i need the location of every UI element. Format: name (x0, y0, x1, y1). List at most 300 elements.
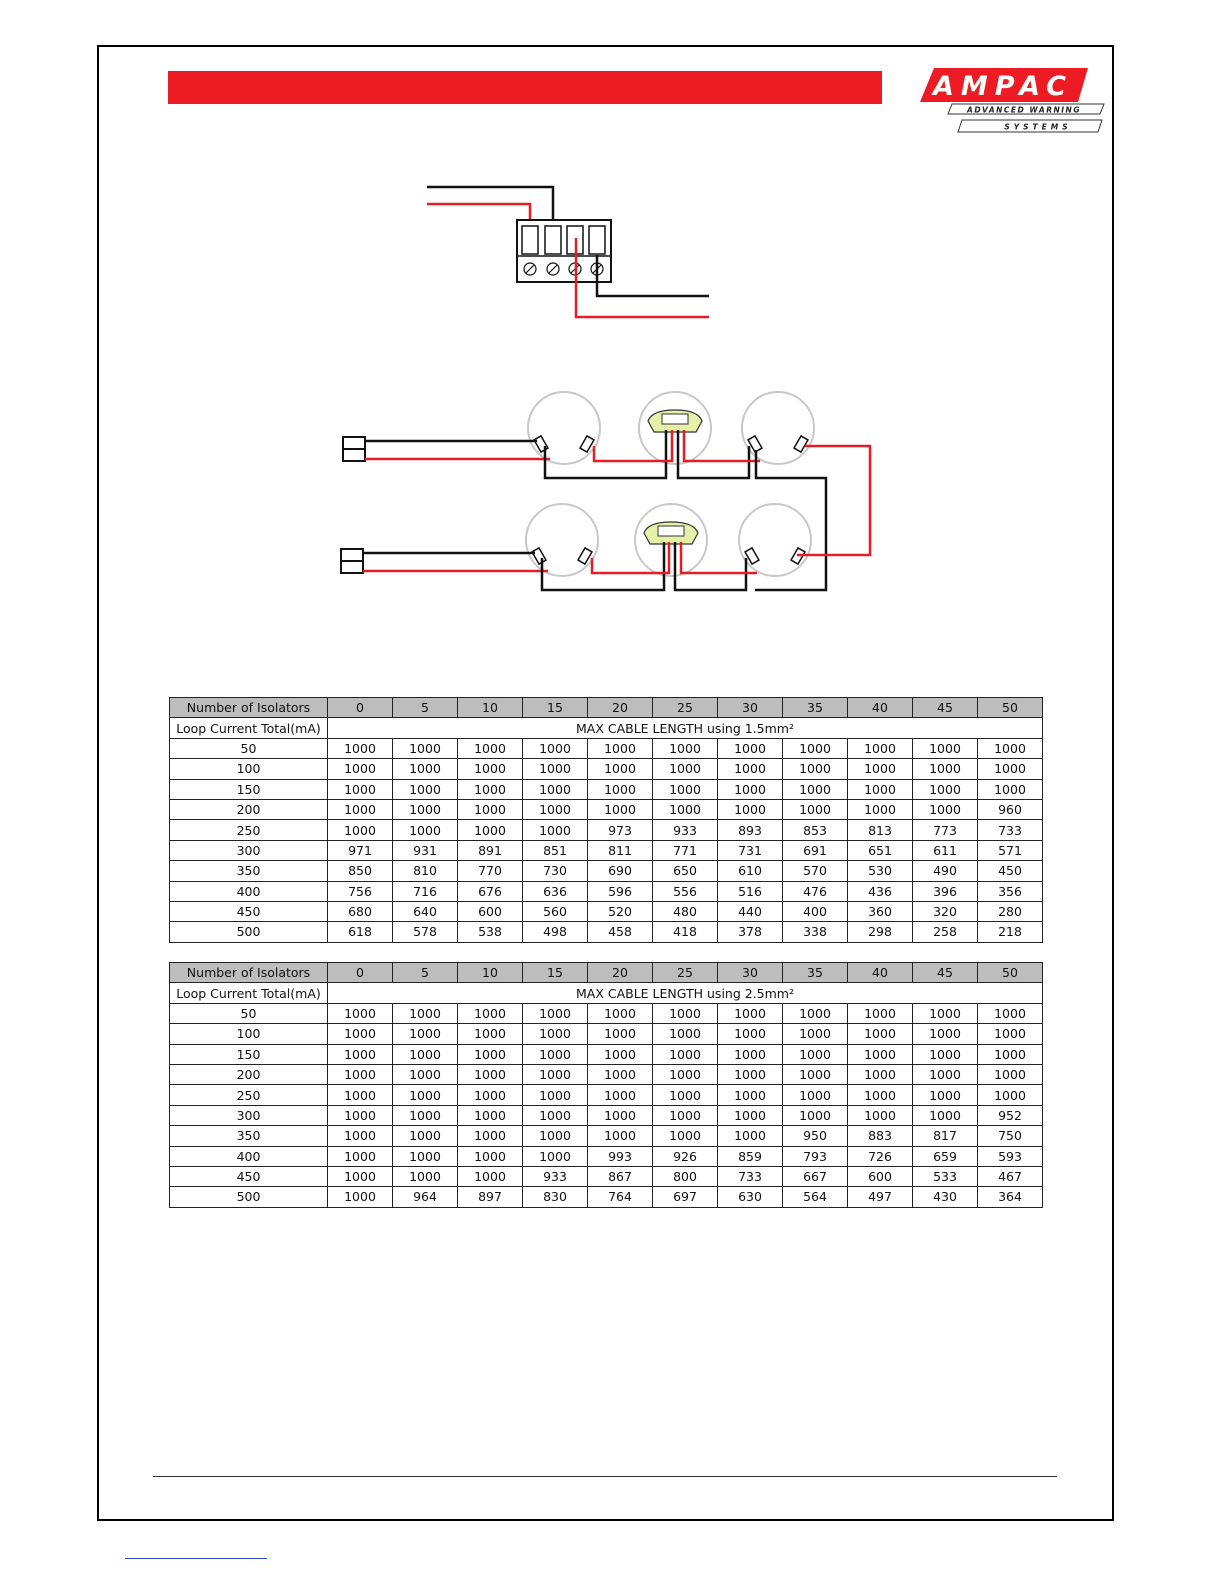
cable-length-cell: 1000 (978, 779, 1043, 799)
cable-length-cell: 610 (718, 861, 783, 881)
cable-length-cell: 1000 (523, 738, 588, 758)
cable-length-cell: 600 (848, 1166, 913, 1186)
cable-length-cell: 1000 (588, 1105, 653, 1125)
cable-length-cell: 1000 (913, 1024, 978, 1044)
table-header-row (170, 698, 1043, 718)
cable-length-cell: 480 (653, 901, 718, 921)
cable-length-cell: 1000 (848, 759, 913, 779)
cable-length-cell: 1000 (848, 799, 913, 819)
cable-length-cell: 596 (588, 881, 653, 901)
cable-length-cell: 1000 (913, 738, 978, 758)
cable-length-cell: 378 (718, 922, 783, 942)
cable-length-cell: 651 (848, 840, 913, 860)
cable-length-cell: 520 (588, 901, 653, 921)
cable-length-cell: 1000 (718, 799, 783, 819)
cable-length-cell: 867 (588, 1166, 653, 1186)
table-row (170, 1105, 1043, 1125)
cable-length-cell: 1000 (848, 1044, 913, 1064)
table-row (170, 738, 1043, 758)
isolator-count-header: 30 (718, 698, 783, 718)
cable-length-cell: 497 (848, 1187, 913, 1207)
cable-length-cell: 1000 (328, 1024, 393, 1044)
cable-length-cell: 1000 (588, 1024, 653, 1044)
cable-length-cell: 1000 (458, 1024, 523, 1044)
cable-length-cell: 764 (588, 1187, 653, 1207)
isolator-count-header: 0 (328, 698, 393, 718)
cable-length-cell: 1000 (523, 759, 588, 779)
cable-length-cell: 1000 (783, 1044, 848, 1064)
loop-current-value: 300 (170, 1105, 328, 1125)
cable-length-cell: 817 (913, 1126, 978, 1146)
cable-length-cell: 1000 (783, 799, 848, 819)
cable-length-cell: 570 (783, 861, 848, 881)
table-row (170, 1085, 1043, 1105)
table-row (170, 861, 1043, 881)
table-row (170, 922, 1043, 942)
cable-length-cell: 952 (978, 1105, 1043, 1125)
cable-length-cell: 1000 (393, 1105, 458, 1125)
loop-current-value: 500 (170, 1187, 328, 1207)
isolator-count-header: 20 (588, 963, 653, 983)
isolator-count-header: 30 (718, 963, 783, 983)
cable-length-cell: 1000 (848, 1105, 913, 1125)
cable-length-cell: 1000 (588, 759, 653, 779)
cable-length-cell: 1000 (393, 759, 458, 779)
cable-length-cell: 1000 (718, 1126, 783, 1146)
table-row (170, 799, 1043, 819)
cable-length-cell: 1000 (523, 1126, 588, 1146)
cable-length-cell: 730 (523, 861, 588, 881)
cable-length-cell: 396 (913, 881, 978, 901)
cable-length-cell: 430 (913, 1187, 978, 1207)
cable-length-cell: 1000 (523, 820, 588, 840)
table-header-row (170, 963, 1043, 983)
table-row (170, 759, 1043, 779)
cable-length-cell: 1000 (458, 1003, 523, 1023)
cable-length-cell: 690 (588, 861, 653, 881)
cable-length-cell: 1000 (393, 1064, 458, 1084)
cable-length-cell: 1000 (718, 759, 783, 779)
logo-tagline-2: SYSTEMS (1004, 122, 1072, 132)
cable-length-cell: 1000 (913, 1064, 978, 1084)
cable-length-cell: 1000 (588, 1044, 653, 1064)
table-row (170, 1126, 1043, 1146)
cable-length-table-1-5mm (169, 697, 1043, 943)
cable-length-cell: 1000 (913, 759, 978, 779)
isolator-count-header: 5 (393, 963, 458, 983)
cable-length-cell: 458 (588, 922, 653, 942)
table-row (170, 779, 1043, 799)
cable-length-cell: 1000 (328, 1126, 393, 1146)
isolator-count-header: 10 (458, 698, 523, 718)
cable-length-cell: 1000 (458, 779, 523, 799)
cable-length-cell: 1000 (588, 1003, 653, 1023)
loop-current-value: 400 (170, 881, 328, 901)
cable-length-cell: 926 (653, 1146, 718, 1166)
cable-length-cell: 1000 (393, 1024, 458, 1044)
loop-current-value: 250 (170, 820, 328, 840)
cable-length-cell: 1000 (458, 1085, 523, 1105)
loop-current-label: Loop Current Total(mA) (170, 718, 328, 738)
cable-length-cell: 450 (978, 861, 1043, 881)
cable-length-cell: 1000 (523, 1146, 588, 1166)
table-caption: MAX CABLE LENGTH using 1.5mm² (328, 718, 1043, 738)
cable-length-cell: 733 (718, 1166, 783, 1186)
cable-length-cell: 750 (978, 1126, 1043, 1146)
cable-length-cell: 893 (718, 820, 783, 840)
cable-length-cell: 356 (978, 881, 1043, 901)
cable-length-cell: 1000 (783, 759, 848, 779)
cable-length-cell: 1000 (783, 738, 848, 758)
cable-length-cell: 1000 (523, 1085, 588, 1105)
cable-length-cell: 1000 (328, 738, 393, 758)
cable-length-cell: 516 (718, 881, 783, 901)
cable-length-cell: 1000 (458, 738, 523, 758)
isolator-count-header: 45 (913, 963, 978, 983)
cable-length-cell: 1000 (523, 1003, 588, 1023)
cable-length-cell: 731 (718, 840, 783, 860)
loop-current-value: 50 (170, 1003, 328, 1023)
table-row (170, 1166, 1043, 1186)
cable-length-cell: 1000 (653, 738, 718, 758)
cable-length-cell: 1000 (328, 1187, 393, 1207)
loop-current-value: 400 (170, 1146, 328, 1166)
cable-length-cell: 1000 (653, 1064, 718, 1084)
cable-length-cell: 1000 (653, 799, 718, 819)
cable-length-cell: 1000 (913, 1105, 978, 1125)
cable-length-cell: 680 (328, 901, 393, 921)
cable-length-cell: 1000 (718, 1024, 783, 1044)
isolator-count-header: 45 (913, 698, 978, 718)
cable-length-cell: 1000 (913, 1085, 978, 1105)
cable-length-cell: 630 (718, 1187, 783, 1207)
cable-length-cell: 364 (978, 1187, 1043, 1207)
cable-length-cell: 338 (783, 922, 848, 942)
cable-length-cell: 1000 (978, 738, 1043, 758)
cable-length-cell: 773 (913, 820, 978, 840)
cable-length-cell: 400 (783, 901, 848, 921)
cable-length-cell: 467 (978, 1166, 1043, 1186)
cable-length-cell: 1000 (458, 1105, 523, 1125)
loop-current-value: 100 (170, 759, 328, 779)
table-row (170, 1024, 1043, 1044)
cable-length-cell: 571 (978, 840, 1043, 860)
cable-length-cell: 733 (978, 820, 1043, 840)
loop-current-value: 450 (170, 1166, 328, 1186)
isolator-count-header: 20 (588, 698, 653, 718)
cable-length-cell: 960 (978, 799, 1043, 819)
isolator-count-header: 25 (653, 698, 718, 718)
cable-length-cell: 1000 (783, 1024, 848, 1044)
table-caption-row (170, 983, 1043, 1003)
cable-length-cell: 1000 (718, 1003, 783, 1023)
cable-length-cell: 298 (848, 922, 913, 942)
table-row (170, 1064, 1043, 1084)
cable-length-cell: 1000 (718, 779, 783, 799)
cable-length-cell: 1000 (458, 1064, 523, 1084)
cable-length-cell: 716 (393, 881, 458, 901)
cable-length-cell: 1000 (783, 1064, 848, 1084)
cable-length-cell: 659 (913, 1146, 978, 1166)
cable-length-cell: 771 (653, 840, 718, 860)
logo-tagline-1: ADVANCED WARNING (967, 105, 1081, 115)
cable-length-cell: 1000 (328, 1146, 393, 1166)
loop-current-value: 200 (170, 799, 328, 819)
cable-length-cell: 1000 (978, 1085, 1043, 1105)
cable-length-cell: 1000 (393, 1126, 458, 1146)
cable-length-cell: 1000 (718, 1044, 783, 1064)
cable-length-cell: 1000 (718, 1105, 783, 1125)
loop-current-value: 150 (170, 779, 328, 799)
cable-length-cell: 793 (783, 1146, 848, 1166)
table-row (170, 901, 1043, 921)
isolator-count-header: 35 (783, 963, 848, 983)
cable-length-cell: 320 (913, 901, 978, 921)
table-row (170, 1044, 1043, 1064)
isolator-count-header: 50 (978, 698, 1043, 718)
isolator-count-header: 35 (783, 698, 848, 718)
cable-length-cell: 1000 (393, 820, 458, 840)
cable-length-cell: 1000 (848, 1064, 913, 1084)
cable-length-cell: 440 (718, 901, 783, 921)
cable-length-cell: 530 (848, 861, 913, 881)
cable-length-cell: 1000 (653, 1126, 718, 1146)
cable-length-cell: 859 (718, 1146, 783, 1166)
cable-length-cell: 578 (393, 922, 458, 942)
isolator-count-header: 25 (653, 963, 718, 983)
cable-length-cell: 560 (523, 901, 588, 921)
cable-length-cell: 1000 (718, 738, 783, 758)
cable-length-cell: 611 (913, 840, 978, 860)
loop-current-value: 200 (170, 1064, 328, 1084)
isolator-count-header: 40 (848, 698, 913, 718)
cable-length-cell: 533 (913, 1166, 978, 1186)
cable-length-cell: 538 (458, 922, 523, 942)
cable-length-cell: 691 (783, 840, 848, 860)
cable-length-cell: 1000 (588, 738, 653, 758)
cable-length-cell: 1000 (653, 1024, 718, 1044)
loop-current-value: 150 (170, 1044, 328, 1064)
cable-length-cell: 1000 (523, 799, 588, 819)
cable-length-cell: 436 (848, 881, 913, 901)
cable-length-cell: 1000 (393, 1003, 458, 1023)
loop-current-value: 350 (170, 1126, 328, 1146)
footer-link-underline (125, 1558, 267, 1559)
loop-current-value: 250 (170, 1085, 328, 1105)
cable-length-cell: 950 (783, 1126, 848, 1146)
cable-length-cell: 564 (783, 1187, 848, 1207)
cable-length-cell: 1000 (848, 738, 913, 758)
cable-length-cell: 897 (458, 1187, 523, 1207)
cable-length-cell: 1000 (328, 820, 393, 840)
cable-length-cell: 1000 (458, 1166, 523, 1186)
cable-length-cell: 1000 (328, 799, 393, 819)
cable-length-cell: 1000 (393, 1085, 458, 1105)
cable-length-cell: 697 (653, 1187, 718, 1207)
footer-rule (153, 1476, 1057, 1477)
cable-length-cell: 1000 (328, 779, 393, 799)
loop-current-value: 100 (170, 1024, 328, 1044)
cable-length-cell: 1000 (458, 1146, 523, 1166)
isolator-count-header: 50 (978, 963, 1043, 983)
cable-length-cell: 800 (653, 1166, 718, 1186)
cable-length-cell: 971 (328, 840, 393, 860)
table-row (170, 881, 1043, 901)
isolator-count-header: 0 (328, 963, 393, 983)
cable-length-cell: 993 (588, 1146, 653, 1166)
cable-length-cell: 1000 (328, 1044, 393, 1064)
cable-length-cell: 1000 (328, 759, 393, 779)
cable-length-cell: 1000 (718, 1085, 783, 1105)
cable-length-cell: 1000 (978, 1024, 1043, 1044)
cable-length-cell: 1000 (653, 1003, 718, 1023)
cable-length-cell: 556 (653, 881, 718, 901)
cable-length-cell: 1000 (913, 779, 978, 799)
cable-length-cell: 1000 (653, 759, 718, 779)
cable-length-cell: 1000 (523, 1105, 588, 1125)
cable-length-cell: 964 (393, 1187, 458, 1207)
cable-length-cell: 1000 (653, 1044, 718, 1064)
cable-length-cell: 640 (393, 901, 458, 921)
cable-length-cell: 1000 (588, 1085, 653, 1105)
cable-length-cell: 850 (328, 861, 393, 881)
table-caption: MAX CABLE LENGTH using 2.5mm² (328, 983, 1043, 1003)
isolator-count-header: 5 (393, 698, 458, 718)
isolator-count-header: 15 (523, 698, 588, 718)
cable-length-cell: 593 (978, 1146, 1043, 1166)
cable-length-cell: 476 (783, 881, 848, 901)
cable-length-cell: 933 (523, 1166, 588, 1186)
cable-length-cell: 1000 (458, 1126, 523, 1146)
cable-length-cell: 676 (458, 881, 523, 901)
isolator-count-header: 15 (523, 963, 588, 983)
cable-length-cell: 1000 (328, 1166, 393, 1186)
cable-length-cell: 1000 (588, 1064, 653, 1084)
cable-length-cell: 1000 (328, 1003, 393, 1023)
cable-length-cell: 1000 (328, 1085, 393, 1105)
cable-length-cell: 1000 (458, 820, 523, 840)
cable-length-table-2-5mm (169, 962, 1043, 1208)
cable-length-cell: 360 (848, 901, 913, 921)
cable-length-cell: 1000 (978, 1064, 1043, 1084)
table-row (170, 1187, 1043, 1207)
cable-length-cell: 600 (458, 901, 523, 921)
loop-current-value: 300 (170, 840, 328, 860)
loop-current-value: 350 (170, 861, 328, 881)
cable-length-cell: 811 (588, 840, 653, 860)
cable-length-cell: 810 (393, 861, 458, 881)
loop-current-value: 500 (170, 922, 328, 942)
cable-length-cell: 756 (328, 881, 393, 901)
cable-length-cell: 1000 (393, 1044, 458, 1064)
cable-length-cell: 853 (783, 820, 848, 840)
cable-length-cell: 1000 (588, 1126, 653, 1146)
cable-length-cell: 1000 (523, 1064, 588, 1084)
isolator-count-header: 10 (458, 963, 523, 983)
table-row (170, 1146, 1043, 1166)
cable-length-cell: 1000 (783, 779, 848, 799)
cable-length-cell: 1000 (783, 1003, 848, 1023)
cable-length-cell: 1000 (718, 1064, 783, 1084)
cable-length-cell: 1000 (523, 779, 588, 799)
cable-length-cell: 851 (523, 840, 588, 860)
cable-length-cell: 1000 (848, 1024, 913, 1044)
cable-length-cell: 1000 (783, 1085, 848, 1105)
cable-length-cell: 1000 (848, 779, 913, 799)
cable-length-cell: 258 (913, 922, 978, 942)
loop-current-value: 50 (170, 738, 328, 758)
cable-length-cell: 1000 (393, 799, 458, 819)
cable-length-cell: 1000 (458, 759, 523, 779)
cable-length-cell: 891 (458, 840, 523, 860)
cable-length-cell: 770 (458, 861, 523, 881)
isolator-count-header: 40 (848, 963, 913, 983)
cable-length-cell: 1000 (393, 779, 458, 799)
cable-length-cell: 933 (653, 820, 718, 840)
logo-brand: AMPAC (933, 71, 1073, 102)
cable-length-cell: 1000 (848, 1003, 913, 1023)
cable-length-cell: 830 (523, 1187, 588, 1207)
cable-length-cell: 1000 (848, 1085, 913, 1105)
header-label: Number of Isolators (170, 963, 328, 983)
cable-length-cell: 1000 (588, 799, 653, 819)
cable-length-cell: 1000 (523, 1024, 588, 1044)
cable-length-cell: 1000 (393, 1166, 458, 1186)
cable-length-cell: 218 (978, 922, 1043, 942)
cable-length-cell: 1000 (523, 1044, 588, 1064)
detector-loop-diagram (341, 392, 870, 590)
cable-length-cell: 1000 (653, 779, 718, 799)
cable-length-cell: 1000 (328, 1064, 393, 1084)
cable-length-cell: 498 (523, 922, 588, 942)
cable-length-cell: 1000 (458, 1044, 523, 1064)
cable-length-cell: 813 (848, 820, 913, 840)
cable-length-cell: 1000 (588, 779, 653, 799)
table-row (170, 1003, 1043, 1023)
table-caption-row (170, 718, 1043, 738)
terminal-block-diagram (427, 187, 709, 317)
cable-length-cell: 726 (848, 1146, 913, 1166)
header-label: Number of Isolators (170, 698, 328, 718)
cable-length-cell: 618 (328, 922, 393, 942)
cable-length-cell: 1000 (913, 1044, 978, 1064)
table-row (170, 820, 1043, 840)
cable-length-cell: 667 (783, 1166, 848, 1186)
loop-current-value: 450 (170, 901, 328, 921)
table-row (170, 840, 1043, 860)
cable-length-cell: 1000 (393, 738, 458, 758)
cable-length-cell: 973 (588, 820, 653, 840)
cable-length-cell: 1000 (653, 1085, 718, 1105)
cable-length-cell: 1000 (458, 799, 523, 819)
cable-length-cell: 490 (913, 861, 978, 881)
loop-current-label: Loop Current Total(mA) (170, 983, 328, 1003)
cable-length-cell: 1000 (913, 799, 978, 819)
cable-length-cell: 1000 (978, 1044, 1043, 1064)
cable-length-cell: 1000 (653, 1105, 718, 1125)
cable-length-cell: 1000 (393, 1146, 458, 1166)
wiring-diagram (0, 0, 1224, 640)
cable-length-cell: 931 (393, 840, 458, 860)
cable-length-cell: 636 (523, 881, 588, 901)
cable-length-cell: 1000 (913, 1003, 978, 1023)
cable-length-cell: 1000 (783, 1105, 848, 1125)
cable-length-cell: 280 (978, 901, 1043, 921)
cable-length-cell: 650 (653, 861, 718, 881)
cable-length-cell: 418 (653, 922, 718, 942)
cable-length-cell: 1000 (978, 759, 1043, 779)
cable-length-cell: 1000 (978, 1003, 1043, 1023)
